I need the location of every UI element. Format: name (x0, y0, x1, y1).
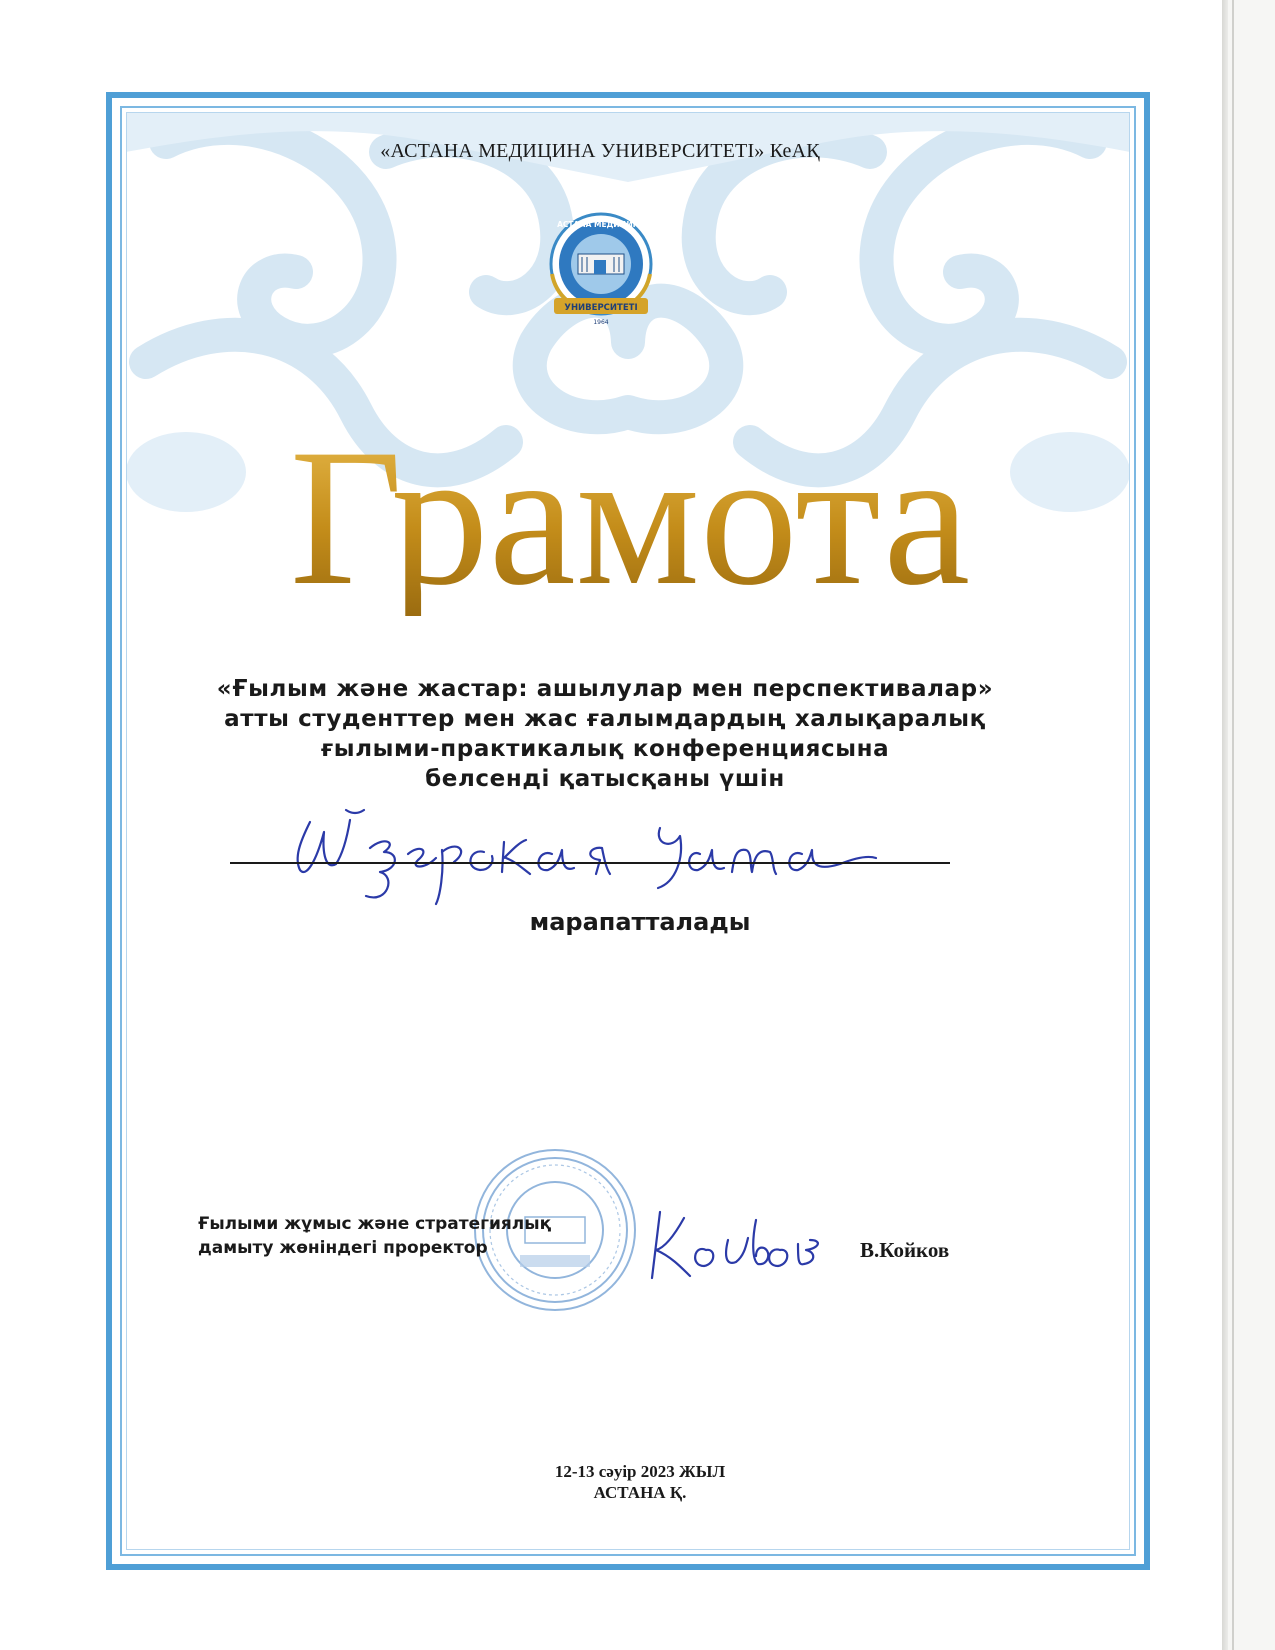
recipient-name-line (230, 862, 950, 864)
recipient-handwritten-name (280, 792, 880, 912)
reason-line: атты студенттер мен жас ғалымдардың халықаралық (224, 706, 986, 732)
signer-position-line: дамыту жөніндегі проректор (198, 1238, 488, 1258)
signer-name: В.Койков (860, 1238, 950, 1262)
handwritten-signature (640, 1200, 840, 1290)
emblem-year-text: 1964 (593, 319, 609, 326)
certificate-date: 12-13 сәуір 2023 ЖЫЛ (554, 1462, 726, 1481)
award-reason (180, 674, 1030, 794)
certificate-place: АСТАНА Қ. (593, 1483, 687, 1502)
reason-line: «Ғылым және жастар: ашылулар мен перспективалар» (216, 676, 994, 702)
university-emblem-logo (534, 212, 668, 332)
certificate-title: Грамота (240, 420, 1020, 616)
organization-name: «АСТАНА МЕДИЦИНА УНИВЕРСИТЕТІ» КеАҚ (380, 140, 820, 162)
awarded-text: марапатталады (529, 908, 751, 936)
emblem-top-text: АСТАНА МЕДИЦИНА (557, 220, 645, 229)
page-edge-shadow (1222, 0, 1228, 1650)
page-edge-line (1232, 0, 1234, 1650)
emblem-ribbon-text: УНИВЕРСИТЕТІ (564, 303, 638, 313)
reason-line: белсенді қатысқаны үшін (425, 766, 785, 792)
signer-position-line: Ғылыми жұмыс және стратегиялық (198, 1214, 552, 1234)
reason-line: ғылыми-практикалық конференциясына (320, 736, 890, 762)
signer-position (198, 1212, 618, 1260)
